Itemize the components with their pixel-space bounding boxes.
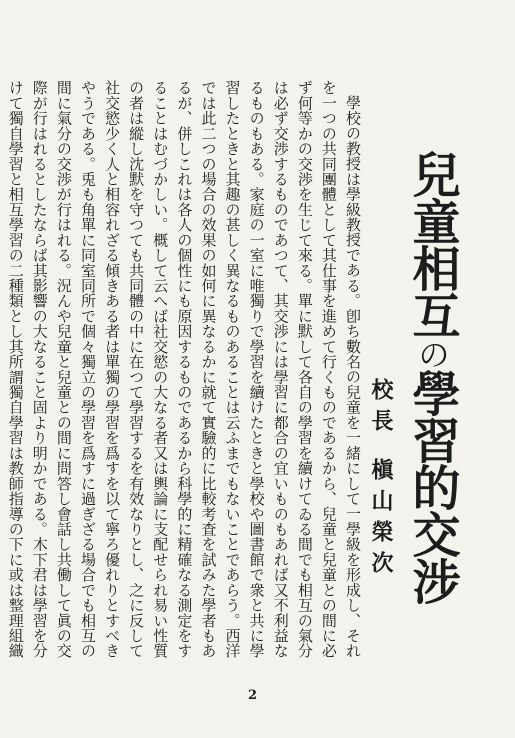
author-role: 校長	[368, 378, 394, 440]
title-part2: 學習的交涉	[404, 369, 460, 604]
author-byline	[370, 378, 392, 582]
body-paragraph: 學校の教授は學級教授である。卽ち數名の兒童を一緒にして一學級を形成し、それを一つの共同團體として其仕事を進めて行くものであるから、兒童と兒童との間に必ず何等かの交渉を生じて來る。單に默して各自の學習を續けてゐる間でも相互の氣分は必ず交渉するものであつて、其交渉には學習に都合の宜いものもあれば又不利益なるものもある。家庭の一室に唯獨りで學習を續けたときと學校や圖書館で衆と共に學習したときと其趣の甚しく異なるものあることは云ふまでもないことであらう。西洋では此二つの場合の效果の如何に異なるかに就て實驗的に比較考査を試みた學者もあるが、併しこれは各人の個性にも原因するものであるから科學的に精確なる測定をすることはむづかしい。概して云へば社交慾の大なる者又は輿論に支配せられ易い性質の者は縱し沈默を守つても共同體の中に在つて學習するを有效なりとし、之に反して社交慾少く人と相容れざる傾きある者は單獨の學習を爲すを以て寧ろ優れりとすべきやうである。兎も角單に同室同所で個々獨立の學習を爲すに過ぎざる場合でも相互の間に氣分の交渉が行はれる。況んや兒童と兒童との間に問答し會話し共働して眞の交際が行はれるとしたならば其影響の大なること固より明かである。木下君は學習を分けて獨自學習と相互學習の二種類とし其所謂獨自學習は教師指導の下に或は整理組織	[6, 80, 362, 658]
author-name: 槇山榮次	[368, 458, 394, 582]
article-title	[404, 150, 460, 604]
title-particle: の	[413, 338, 451, 369]
article-body	[6, 80, 365, 658]
title-part1: 兒童相互	[404, 150, 460, 338]
page-number: 2	[248, 688, 258, 703]
